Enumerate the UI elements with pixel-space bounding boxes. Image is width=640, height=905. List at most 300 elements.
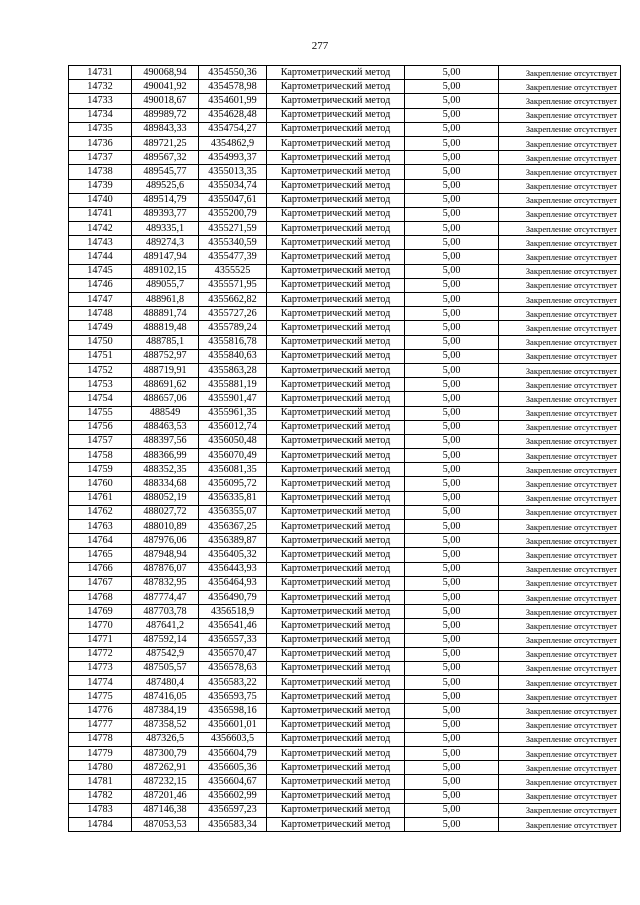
- x-coordinate-cell: 489147,94: [132, 250, 199, 264]
- fixing-note-cell: Закрепление отсутствует: [499, 307, 621, 321]
- fixing-note-cell: Закрепление отсутствует: [499, 94, 621, 108]
- y-coordinate-cell: 4354862,9: [199, 136, 267, 150]
- x-coordinate-cell: 489545,77: [132, 165, 199, 179]
- table-row: [69, 619, 621, 633]
- point-number-cell: 14781: [69, 775, 132, 789]
- method-cell: Картометрический метод: [267, 619, 405, 633]
- y-coordinate-cell: 4356070,49: [199, 449, 267, 463]
- x-coordinate-cell: 488549: [132, 406, 199, 420]
- x-coordinate-cell: 487300,79: [132, 747, 199, 761]
- method-cell: Картометрический метод: [267, 179, 405, 193]
- table-row: [69, 520, 621, 534]
- method-cell: Картометрический метод: [267, 321, 405, 335]
- method-cell: Картометрический метод: [267, 633, 405, 647]
- accuracy-cell: 5,00: [405, 520, 499, 534]
- point-number-cell: 14740: [69, 193, 132, 207]
- accuracy-cell: 5,00: [405, 463, 499, 477]
- point-number-cell: 14770: [69, 619, 132, 633]
- table-row: [69, 363, 621, 377]
- y-coordinate-cell: 4354993,37: [199, 151, 267, 165]
- accuracy-cell: 5,00: [405, 250, 499, 264]
- x-coordinate-cell: 488657,06: [132, 392, 199, 406]
- fixing-note-cell: Закрепление отсутствует: [499, 193, 621, 207]
- accuracy-cell: 5,00: [405, 761, 499, 775]
- method-cell: Картометрический метод: [267, 647, 405, 661]
- point-number-cell: 14739: [69, 179, 132, 193]
- x-coordinate-cell: 489525,6: [132, 179, 199, 193]
- accuracy-cell: 5,00: [405, 122, 499, 136]
- fixing-note-cell: Закрепление отсутствует: [499, 661, 621, 675]
- x-coordinate-cell: 487201,46: [132, 789, 199, 803]
- point-number-cell: 14774: [69, 676, 132, 690]
- accuracy-cell: 5,00: [405, 747, 499, 761]
- fixing-note-cell: Закрепление отсутствует: [499, 676, 621, 690]
- accuracy-cell: 5,00: [405, 179, 499, 193]
- point-number-cell: 14773: [69, 661, 132, 675]
- x-coordinate-cell: 488397,56: [132, 434, 199, 448]
- y-coordinate-cell: 4356541,46: [199, 619, 267, 633]
- table-row: [69, 222, 621, 236]
- y-coordinate-cell: 4356593,75: [199, 690, 267, 704]
- method-cell: Картометрический метод: [267, 803, 405, 817]
- fixing-note-cell: Закрепление отсутствует: [499, 775, 621, 789]
- table-row: [69, 605, 621, 619]
- table-row: [69, 108, 621, 122]
- table-row: [69, 151, 621, 165]
- y-coordinate-cell: 4356405,32: [199, 548, 267, 562]
- fixing-note-cell: Закрепление отсутствует: [499, 264, 621, 278]
- point-number-cell: 14780: [69, 761, 132, 775]
- table-row: [69, 676, 621, 690]
- y-coordinate-cell: 4356490,79: [199, 590, 267, 604]
- fixing-note-cell: Закрепление отсутствует: [499, 222, 621, 236]
- y-coordinate-cell: 4356597,23: [199, 803, 267, 817]
- method-cell: Картометрический метод: [267, 66, 405, 80]
- method-cell: Картометрический метод: [267, 207, 405, 221]
- fixing-note-cell: Закрепление отсутствует: [499, 378, 621, 392]
- table-row: [69, 321, 621, 335]
- fixing-note-cell: Закрепление отсутствует: [499, 406, 621, 420]
- point-number-cell: 14762: [69, 505, 132, 519]
- accuracy-cell: 5,00: [405, 151, 499, 165]
- point-number-cell: 14731: [69, 66, 132, 80]
- table-row: [69, 335, 621, 349]
- table-row: [69, 789, 621, 803]
- accuracy-cell: 5,00: [405, 307, 499, 321]
- table-row: [69, 647, 621, 661]
- fixing-note-cell: Закрепление отсутствует: [499, 250, 621, 264]
- method-cell: Картометрический метод: [267, 789, 405, 803]
- table-row: [69, 775, 621, 789]
- accuracy-cell: 5,00: [405, 690, 499, 704]
- method-cell: Картометрический метод: [267, 491, 405, 505]
- accuracy-cell: 5,00: [405, 207, 499, 221]
- y-coordinate-cell: 4355662,82: [199, 293, 267, 307]
- method-cell: Картометрический метод: [267, 534, 405, 548]
- y-coordinate-cell: 4355901,47: [199, 392, 267, 406]
- y-coordinate-cell: 4356604,67: [199, 775, 267, 789]
- method-cell: Картометрический метод: [267, 363, 405, 377]
- y-coordinate-cell: 4355013,35: [199, 165, 267, 179]
- x-coordinate-cell: 488891,74: [132, 307, 199, 321]
- y-coordinate-cell: 4356012,74: [199, 420, 267, 434]
- method-cell: Картометрический метод: [267, 293, 405, 307]
- x-coordinate-cell: 488052,19: [132, 491, 199, 505]
- accuracy-cell: 5,00: [405, 548, 499, 562]
- fixing-note-cell: Закрепление отсутствует: [499, 590, 621, 604]
- x-coordinate-cell: 487262,91: [132, 761, 199, 775]
- fixing-note-cell: Закрепление отсутствует: [499, 732, 621, 746]
- accuracy-cell: 5,00: [405, 136, 499, 150]
- point-number-cell: 14775: [69, 690, 132, 704]
- table-row: [69, 420, 621, 434]
- fixing-note-cell: Закрепление отсутствует: [499, 236, 621, 250]
- y-coordinate-cell: 4355034,74: [199, 179, 267, 193]
- table-row: [69, 193, 621, 207]
- table-row: [69, 661, 621, 675]
- x-coordinate-cell: 487832,95: [132, 576, 199, 590]
- method-cell: Картометрический метод: [267, 108, 405, 122]
- table-row: [69, 80, 621, 94]
- point-number-cell: 14751: [69, 349, 132, 363]
- point-number-cell: 14760: [69, 477, 132, 491]
- fixing-note-cell: Закрепление отсутствует: [499, 548, 621, 562]
- fixing-note-cell: Закрепление отсутствует: [499, 477, 621, 491]
- method-cell: Картометрический метод: [267, 747, 405, 761]
- y-coordinate-cell: 4356367,25: [199, 520, 267, 534]
- accuracy-cell: 5,00: [405, 278, 499, 292]
- y-coordinate-cell: 4356583,22: [199, 676, 267, 690]
- table-row: [69, 449, 621, 463]
- fixing-note-cell: Закрепление отсутствует: [499, 619, 621, 633]
- method-cell: Картометрический метод: [267, 520, 405, 534]
- point-number-cell: 14782: [69, 789, 132, 803]
- point-number-cell: 14736: [69, 136, 132, 150]
- accuracy-cell: 5,00: [405, 420, 499, 434]
- point-number-cell: 14745: [69, 264, 132, 278]
- x-coordinate-cell: 487948,94: [132, 548, 199, 562]
- x-coordinate-cell: 489843,33: [132, 122, 199, 136]
- table-row: [69, 236, 621, 250]
- point-number-cell: 14756: [69, 420, 132, 434]
- point-number-cell: 14738: [69, 165, 132, 179]
- y-coordinate-cell: 4356605,36: [199, 761, 267, 775]
- y-coordinate-cell: 4356355,07: [199, 505, 267, 519]
- fixing-note-cell: Закрепление отсутствует: [499, 633, 621, 647]
- x-coordinate-cell: 489055,7: [132, 278, 199, 292]
- method-cell: Картометрический метод: [267, 236, 405, 250]
- accuracy-cell: 5,00: [405, 477, 499, 491]
- x-coordinate-cell: 487384,19: [132, 704, 199, 718]
- x-coordinate-cell: 489335,1: [132, 222, 199, 236]
- method-cell: Картометрический метод: [267, 434, 405, 448]
- method-cell: Картометрический метод: [267, 775, 405, 789]
- point-number-cell: 14759: [69, 463, 132, 477]
- accuracy-cell: 5,00: [405, 718, 499, 732]
- fixing-note-cell: Закрепление отсутствует: [499, 534, 621, 548]
- table-row: [69, 378, 621, 392]
- coordinates-table: [68, 65, 621, 832]
- fixing-note-cell: Закрепление отсутствует: [499, 803, 621, 817]
- method-cell: Картометрический метод: [267, 605, 405, 619]
- point-number-cell: 14737: [69, 151, 132, 165]
- x-coordinate-cell: 490018,67: [132, 94, 199, 108]
- method-cell: Картометрический метод: [267, 690, 405, 704]
- point-number-cell: 14783: [69, 803, 132, 817]
- table-row: [69, 392, 621, 406]
- table-row: [69, 505, 621, 519]
- point-number-cell: 14766: [69, 562, 132, 576]
- y-coordinate-cell: 4356081,35: [199, 463, 267, 477]
- point-number-cell: 14764: [69, 534, 132, 548]
- accuracy-cell: 5,00: [405, 562, 499, 576]
- method-cell: Картометрический метод: [267, 732, 405, 746]
- point-number-cell: 14771: [69, 633, 132, 647]
- fixing-note-cell: Закрепление отсутствует: [499, 520, 621, 534]
- method-cell: Картометрический метод: [267, 704, 405, 718]
- method-cell: Картометрический метод: [267, 278, 405, 292]
- table-row: [69, 179, 621, 193]
- method-cell: Картометрический метод: [267, 590, 405, 604]
- x-coordinate-cell: 487146,38: [132, 803, 199, 817]
- point-number-cell: 14758: [69, 449, 132, 463]
- x-coordinate-cell: 488785,1: [132, 335, 199, 349]
- x-coordinate-cell: 487592,14: [132, 633, 199, 647]
- point-number-cell: 14772: [69, 647, 132, 661]
- y-coordinate-cell: 4355863,28: [199, 363, 267, 377]
- accuracy-cell: 5,00: [405, 704, 499, 718]
- x-coordinate-cell: 488961,8: [132, 293, 199, 307]
- fixing-note-cell: Закрепление отсутствует: [499, 165, 621, 179]
- fixing-note-cell: Закрепление отсутствует: [499, 363, 621, 377]
- point-number-cell: 14746: [69, 278, 132, 292]
- point-number-cell: 14741: [69, 207, 132, 221]
- table-row: [69, 761, 621, 775]
- fixing-note-cell: Закрепление отсутствует: [499, 349, 621, 363]
- point-number-cell: 14749: [69, 321, 132, 335]
- fixing-note-cell: Закрепление отсутствует: [499, 817, 621, 831]
- accuracy-cell: 5,00: [405, 165, 499, 179]
- table-row: [69, 732, 621, 746]
- table-row: [69, 576, 621, 590]
- x-coordinate-cell: 487053,53: [132, 817, 199, 831]
- accuracy-cell: 5,00: [405, 66, 499, 80]
- x-coordinate-cell: 488027,72: [132, 505, 199, 519]
- y-coordinate-cell: 4356095,72: [199, 477, 267, 491]
- x-coordinate-cell: 490068,94: [132, 66, 199, 80]
- method-cell: Картометрический метод: [267, 576, 405, 590]
- method-cell: Картометрический метод: [267, 817, 405, 831]
- y-coordinate-cell: 4355340,59: [199, 236, 267, 250]
- method-cell: Картометрический метод: [267, 264, 405, 278]
- x-coordinate-cell: 487774,47: [132, 590, 199, 604]
- y-coordinate-cell: 4355047,61: [199, 193, 267, 207]
- y-coordinate-cell: 4356464,93: [199, 576, 267, 590]
- point-number-cell: 14779: [69, 747, 132, 761]
- accuracy-cell: 5,00: [405, 193, 499, 207]
- y-coordinate-cell: 4356601,01: [199, 718, 267, 732]
- method-cell: Картометрический метод: [267, 222, 405, 236]
- fixing-note-cell: Закрепление отсутствует: [499, 80, 621, 94]
- x-coordinate-cell: 489567,32: [132, 151, 199, 165]
- accuracy-cell: 5,00: [405, 534, 499, 548]
- table-row: [69, 349, 621, 363]
- y-coordinate-cell: 4356603,5: [199, 732, 267, 746]
- fixing-note-cell: Закрепление отсутствует: [499, 718, 621, 732]
- point-number-cell: 14768: [69, 590, 132, 604]
- x-coordinate-cell: 488752,97: [132, 349, 199, 363]
- method-cell: Картометрический метод: [267, 449, 405, 463]
- y-coordinate-cell: 4356443,93: [199, 562, 267, 576]
- table-row: [69, 463, 621, 477]
- page-number: 277: [311, 40, 329, 52]
- method-cell: Картометрический метод: [267, 676, 405, 690]
- x-coordinate-cell: 490041,92: [132, 80, 199, 94]
- point-number-cell: 14778: [69, 732, 132, 746]
- method-cell: Картометрический метод: [267, 477, 405, 491]
- table-row: [69, 548, 621, 562]
- table-row: [69, 747, 621, 761]
- y-coordinate-cell: 4355789,24: [199, 321, 267, 335]
- table-row: [69, 633, 621, 647]
- fixing-note-cell: Закрепление отсутствует: [499, 761, 621, 775]
- y-coordinate-cell: 4355271,59: [199, 222, 267, 236]
- x-coordinate-cell: 488366,99: [132, 449, 199, 463]
- accuracy-cell: 5,00: [405, 94, 499, 108]
- point-number-cell: 14755: [69, 406, 132, 420]
- table-row: [69, 278, 621, 292]
- fixing-note-cell: Закрепление отсутствует: [499, 151, 621, 165]
- point-number-cell: 14784: [69, 817, 132, 831]
- accuracy-cell: 5,00: [405, 378, 499, 392]
- x-coordinate-cell: 489721,25: [132, 136, 199, 150]
- fixing-note-cell: Закрепление отсутствует: [499, 647, 621, 661]
- accuracy-cell: 5,00: [405, 732, 499, 746]
- method-cell: Картометрический метод: [267, 94, 405, 108]
- fixing-note-cell: Закрепление отсутствует: [499, 747, 621, 761]
- method-cell: Картометрический метод: [267, 548, 405, 562]
- accuracy-cell: 5,00: [405, 449, 499, 463]
- x-coordinate-cell: 488819,48: [132, 321, 199, 335]
- x-coordinate-cell: 487232,15: [132, 775, 199, 789]
- point-number-cell: 14763: [69, 520, 132, 534]
- accuracy-cell: 5,00: [405, 789, 499, 803]
- fixing-note-cell: Закрепление отсутствует: [499, 321, 621, 335]
- point-number-cell: 14777: [69, 718, 132, 732]
- table-row: [69, 136, 621, 150]
- fixing-note-cell: Закрепление отсутствует: [499, 449, 621, 463]
- point-number-cell: 14765: [69, 548, 132, 562]
- method-cell: Картометрический метод: [267, 406, 405, 420]
- y-coordinate-cell: 4354628,48: [199, 108, 267, 122]
- x-coordinate-cell: 488463,53: [132, 420, 199, 434]
- fixing-note-cell: Закрепление отсутствует: [499, 562, 621, 576]
- point-number-cell: 14747: [69, 293, 132, 307]
- accuracy-cell: 5,00: [405, 321, 499, 335]
- y-coordinate-cell: 4355840,63: [199, 349, 267, 363]
- x-coordinate-cell: 488691,62: [132, 378, 199, 392]
- table-row: [69, 250, 621, 264]
- fixing-note-cell: Закрепление отсутствует: [499, 463, 621, 477]
- y-coordinate-cell: 4356557,33: [199, 633, 267, 647]
- method-cell: Картометрический метод: [267, 562, 405, 576]
- method-cell: Картометрический метод: [267, 165, 405, 179]
- y-coordinate-cell: 4355477,39: [199, 250, 267, 264]
- x-coordinate-cell: 489102,15: [132, 264, 199, 278]
- y-coordinate-cell: 4355200,79: [199, 207, 267, 221]
- fixing-note-cell: Закрепление отсутствует: [499, 704, 621, 718]
- x-coordinate-cell: 487505,57: [132, 661, 199, 675]
- table-row: [69, 534, 621, 548]
- accuracy-cell: 5,00: [405, 363, 499, 377]
- x-coordinate-cell: 489274,3: [132, 236, 199, 250]
- accuracy-cell: 5,00: [405, 108, 499, 122]
- point-number-cell: 14743: [69, 236, 132, 250]
- accuracy-cell: 5,00: [405, 392, 499, 406]
- x-coordinate-cell: 488010,89: [132, 520, 199, 534]
- table-row: [69, 590, 621, 604]
- y-coordinate-cell: 4356570,47: [199, 647, 267, 661]
- fixing-note-cell: Закрепление отсутствует: [499, 108, 621, 122]
- table-row: [69, 718, 621, 732]
- accuracy-cell: 5,00: [405, 590, 499, 604]
- table-row: [69, 477, 621, 491]
- method-cell: Картометрический метод: [267, 392, 405, 406]
- accuracy-cell: 5,00: [405, 349, 499, 363]
- table-row: [69, 406, 621, 420]
- x-coordinate-cell: 487358,52: [132, 718, 199, 732]
- y-coordinate-cell: 4356335,81: [199, 491, 267, 505]
- method-cell: Картометрический метод: [267, 463, 405, 477]
- y-coordinate-cell: 4354601,99: [199, 94, 267, 108]
- accuracy-cell: 5,00: [405, 491, 499, 505]
- x-coordinate-cell: 487416,05: [132, 690, 199, 704]
- table-row: [69, 307, 621, 321]
- accuracy-cell: 5,00: [405, 80, 499, 94]
- x-coordinate-cell: 487326,5: [132, 732, 199, 746]
- point-number-cell: 14744: [69, 250, 132, 264]
- y-coordinate-cell: 4355881,19: [199, 378, 267, 392]
- table-row: [69, 207, 621, 221]
- fixing-note-cell: Закрепление отсутствует: [499, 789, 621, 803]
- accuracy-cell: 5,00: [405, 222, 499, 236]
- y-coordinate-cell: 4354578,98: [199, 80, 267, 94]
- method-cell: Картометрический метод: [267, 136, 405, 150]
- y-coordinate-cell: 4355525: [199, 264, 267, 278]
- fixing-note-cell: Закрепление отсутствует: [499, 207, 621, 221]
- accuracy-cell: 5,00: [405, 505, 499, 519]
- point-number-cell: 14757: [69, 434, 132, 448]
- method-cell: Картометрический метод: [267, 122, 405, 136]
- accuracy-cell: 5,00: [405, 406, 499, 420]
- accuracy-cell: 5,00: [405, 647, 499, 661]
- method-cell: Картометрический метод: [267, 378, 405, 392]
- accuracy-cell: 5,00: [405, 335, 499, 349]
- point-number-cell: 14769: [69, 605, 132, 619]
- method-cell: Картометрический метод: [267, 193, 405, 207]
- table-row: [69, 66, 621, 80]
- fixing-note-cell: Закрепление отсутствует: [499, 576, 621, 590]
- y-coordinate-cell: 4355727,26: [199, 307, 267, 321]
- fixing-note-cell: Закрепление отсутствует: [499, 605, 621, 619]
- x-coordinate-cell: 487542,9: [132, 647, 199, 661]
- y-coordinate-cell: 4356598,16: [199, 704, 267, 718]
- table-row: [69, 704, 621, 718]
- x-coordinate-cell: 487876,07: [132, 562, 199, 576]
- y-coordinate-cell: 4354754,27: [199, 122, 267, 136]
- table-row: [69, 803, 621, 817]
- x-coordinate-cell: 487976,06: [132, 534, 199, 548]
